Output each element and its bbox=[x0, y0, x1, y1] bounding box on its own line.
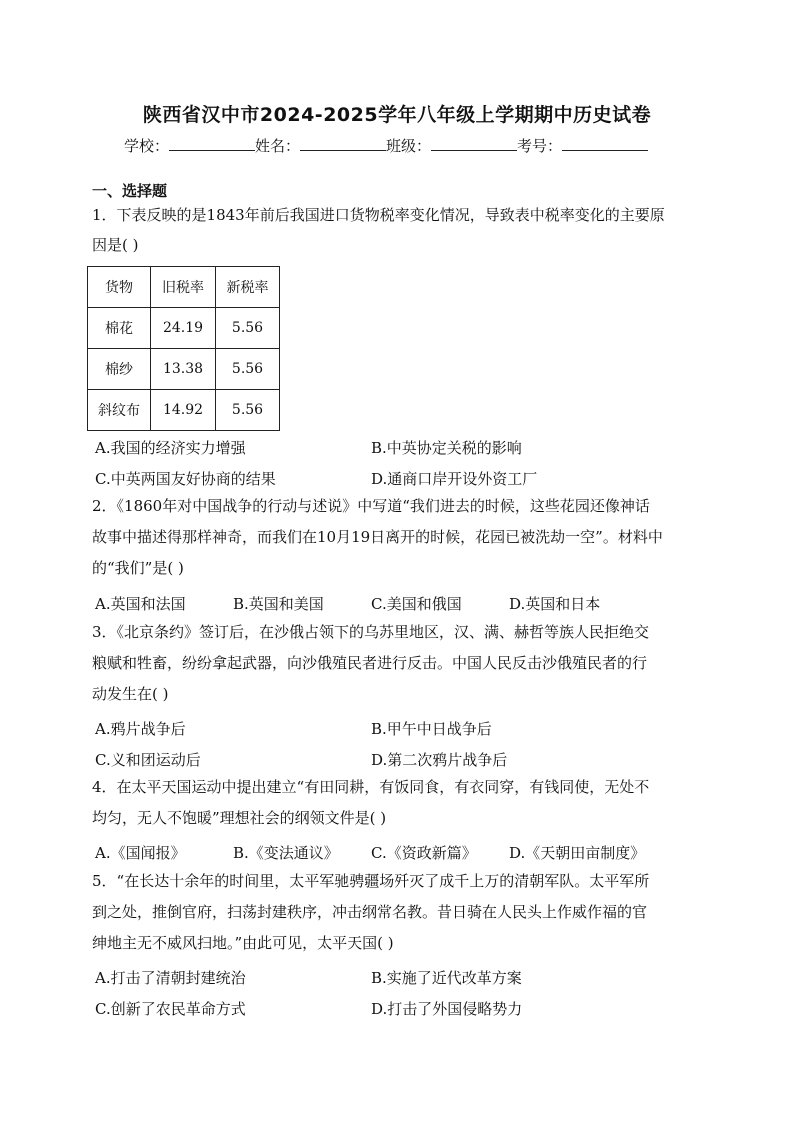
table-header-cell: 新税率 bbox=[216, 267, 280, 308]
table-cell: 斜纹布 bbox=[88, 390, 151, 431]
table-row bbox=[88, 308, 280, 349]
q5-stem-line-2: 到之处，推倒官府，扫荡封建秩序，冲击纲常名教。昔日骑在人民头上作威作福的官 bbox=[92, 903, 648, 921]
table-header-cell: 货物 bbox=[88, 267, 151, 308]
q1-option-a[interactable]: A.我国的经济实力增强 bbox=[95, 439, 246, 457]
q4-stem-line-2: 均匀，无人不饱暖”理想社会的纲领文件是( ) bbox=[92, 809, 387, 827]
q5-option-d[interactable]: D.打击了外国侵略势力 bbox=[371, 1000, 523, 1018]
name-blank[interactable] bbox=[300, 136, 386, 151]
q1-option-b[interactable]: B.中英协定关税的影响 bbox=[371, 439, 522, 457]
q4-option-d[interactable]: D.《天朝田亩制度》 bbox=[509, 844, 646, 862]
exam-title: 陕西省汉中市2024-2025学年八年级上学期期中历史试卷 bbox=[142, 104, 652, 126]
q4-stem-line-1: 4．在太平天国运动中提出建立“有田同耕，有饭同食，有衣同穿，有钱同使，无处不 bbox=[92, 778, 650, 796]
q5-stem-line-1: 5．“在长达十余年的时间里，太平军驰骋疆场歼灭了成千上万的清朝军队。太平军所 bbox=[92, 872, 650, 890]
q1-stem-line-2: 因是( ) bbox=[92, 236, 139, 254]
q2-stem-line-2: 故事中描述得那样神奇，而我们在10月19日离开的时候，花园已被洗劫一空”。材料中 bbox=[92, 528, 663, 546]
table-cell: 5.56 bbox=[216, 308, 280, 349]
q5-option-b[interactable]: B.实施了近代改革方案 bbox=[371, 969, 522, 987]
school-blank[interactable] bbox=[169, 136, 255, 151]
q5-option-a[interactable]: A.打击了清朝封建统治 bbox=[95, 969, 246, 987]
q3-stem-line-3: 动发生在( ) bbox=[92, 685, 169, 703]
q1-stem-line-1: 1．下表反映的是1843年前后我国进口货物税率变化情况，导致表中税率变化的主要原 bbox=[92, 206, 665, 224]
table-header-row bbox=[88, 267, 280, 308]
q4-option-c[interactable]: C.《资政新篇》 bbox=[371, 844, 477, 862]
table-row bbox=[88, 390, 280, 431]
class-blank[interactable] bbox=[431, 136, 517, 151]
table-cell: 5.56 bbox=[216, 349, 280, 390]
table-cell: 13.38 bbox=[151, 349, 216, 390]
q2-option-a[interactable]: A.英国和法国 bbox=[95, 595, 186, 613]
table-cell: 24.19 bbox=[151, 308, 216, 349]
section-heading: 一、选择题 bbox=[92, 182, 168, 200]
school-label: 学校： bbox=[124, 137, 170, 155]
exam-number-label: 考号： bbox=[517, 137, 563, 155]
tariff-table bbox=[87, 266, 280, 431]
table-cell: 棉纱 bbox=[88, 349, 151, 390]
q3-option-b[interactable]: B.甲午中日战争后 bbox=[371, 720, 492, 738]
class-label: 班级： bbox=[386, 137, 432, 155]
q1-option-c[interactable]: C.中英两国友好协商的结果 bbox=[95, 470, 276, 488]
q2-stem-line-3: 的“我们”是( ) bbox=[92, 559, 184, 577]
q1-option-d[interactable]: D.通商口岸开设外资工厂 bbox=[371, 470, 538, 488]
q2-option-d[interactable]: D.英国和日本 bbox=[509, 595, 601, 613]
q3-option-a[interactable]: A.鸦片战争后 bbox=[95, 720, 186, 738]
q2-stem-line-1: 2．《1860年对中国战争的行动与述说》中写道“我们进去的时候，这些花园还像神话 bbox=[92, 497, 650, 515]
q5-stem-line-3: 绅地主无不威风扫地。”由此可见，太平天国( ) bbox=[92, 934, 394, 952]
table-cell: 棉花 bbox=[88, 308, 151, 349]
table-cell: 5.56 bbox=[216, 390, 280, 431]
q5-option-c[interactable]: C.创新了农民革命方式 bbox=[95, 1000, 246, 1018]
q3-option-c[interactable]: C.义和团运动后 bbox=[95, 751, 201, 769]
q2-option-c[interactable]: C.美国和俄国 bbox=[371, 595, 462, 613]
exam-number-blank[interactable] bbox=[562, 136, 648, 151]
q4-option-b[interactable]: B.《变法通议》 bbox=[233, 844, 339, 862]
table-row bbox=[88, 349, 280, 390]
q3-option-d[interactable]: D.第二次鸦片战争后 bbox=[371, 751, 508, 769]
student-info-line bbox=[124, 135, 648, 156]
table-header-cell: 旧税率 bbox=[151, 267, 216, 308]
q2-option-b[interactable]: B.英国和美国 bbox=[233, 595, 324, 613]
name-label: 姓名： bbox=[255, 137, 301, 155]
q3-stem-line-2: 粮赋和牲畜，纷纷拿起武器，向沙俄殖民者进行反击。中国人民反击沙俄殖民者的行 bbox=[92, 654, 648, 672]
q3-stem-line-1: 3．《北京条约》签订后，在沙俄占领下的乌苏里地区，汉、满、赫哲等族人民拒绝交 bbox=[92, 623, 650, 641]
table-cell: 14.92 bbox=[151, 390, 216, 431]
q4-option-a[interactable]: A.《国闻报》 bbox=[95, 844, 186, 862]
